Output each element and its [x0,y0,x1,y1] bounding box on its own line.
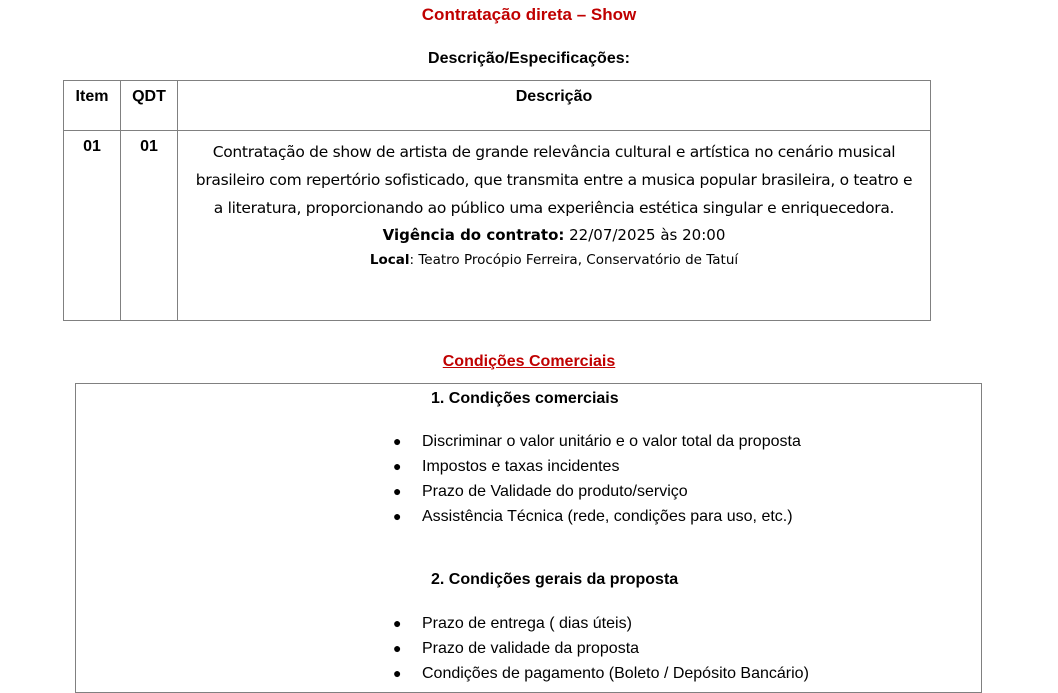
description-text: Contratação de show de artista de grande relevância cultural e artística no cenário musical brasileiro com repertório sofisticado, que transmita entre a musica popular brasileira, o teatro e a literatura, proporcionando ao público uma experiência estética singular e enriquecedora. [195,143,913,217]
column-header-description: Descrição [178,81,931,131]
bullet-icon: ● [393,433,402,449]
bullet-icon: ● [393,665,402,681]
items-table [63,80,931,321]
bullet-icon: ● [393,615,402,631]
list-item: ● Impostos e taxas incidentes [391,454,801,479]
venue-label: Local [369,252,410,268]
list-item: ● Prazo de validade da proposta [391,636,809,661]
list-item: ● Assistência Técnica (rede, condições para uso, etc.) [391,504,801,529]
commercial-conditions-list [391,429,801,529]
bullet-icon: ● [393,483,402,499]
bullet-icon: ● [393,508,402,524]
column-header-item: Item [64,81,121,131]
list-item: ● Prazo de entrega ( dias úteis) [391,611,809,636]
bullet-icon: ● [393,640,402,656]
specifications-heading: Descrição/Especificações: [428,50,630,67]
cell-description [178,131,931,321]
table-row [64,131,931,321]
contract-validity-value: 22/07/2025 às 20:00 [564,226,726,244]
list-item: ● Condições de pagamento (Boleto / Depósito Bancário) [391,661,809,686]
commercial-conditions-heading: Condições Comerciais [442,353,616,370]
venue [190,247,918,273]
table-header-row [64,81,931,131]
cell-item: 01 [64,131,121,321]
cell-qdt: 01 [121,131,178,321]
conditions-box [75,383,982,693]
document-title: Contratação direta – Show [421,5,637,24]
list-item: ● Discriminar o valor unitário e o valor total da proposta [391,429,801,454]
venue-value: : Teatro Procópio Ferreira, Conservatório de Tatuí [409,252,739,268]
column-header-qdt: QDT [121,81,178,131]
section-title-general: 2. Condições gerais da proposta [431,571,679,588]
bullet-icon: ● [393,458,402,474]
contract-validity [190,223,918,247]
list-item: ● Prazo de Validade do produto/serviço [391,479,801,504]
contract-validity-label: Vigência do contrato: [382,226,565,244]
section-title-commercial: 1. Condições comerciais [431,390,619,407]
